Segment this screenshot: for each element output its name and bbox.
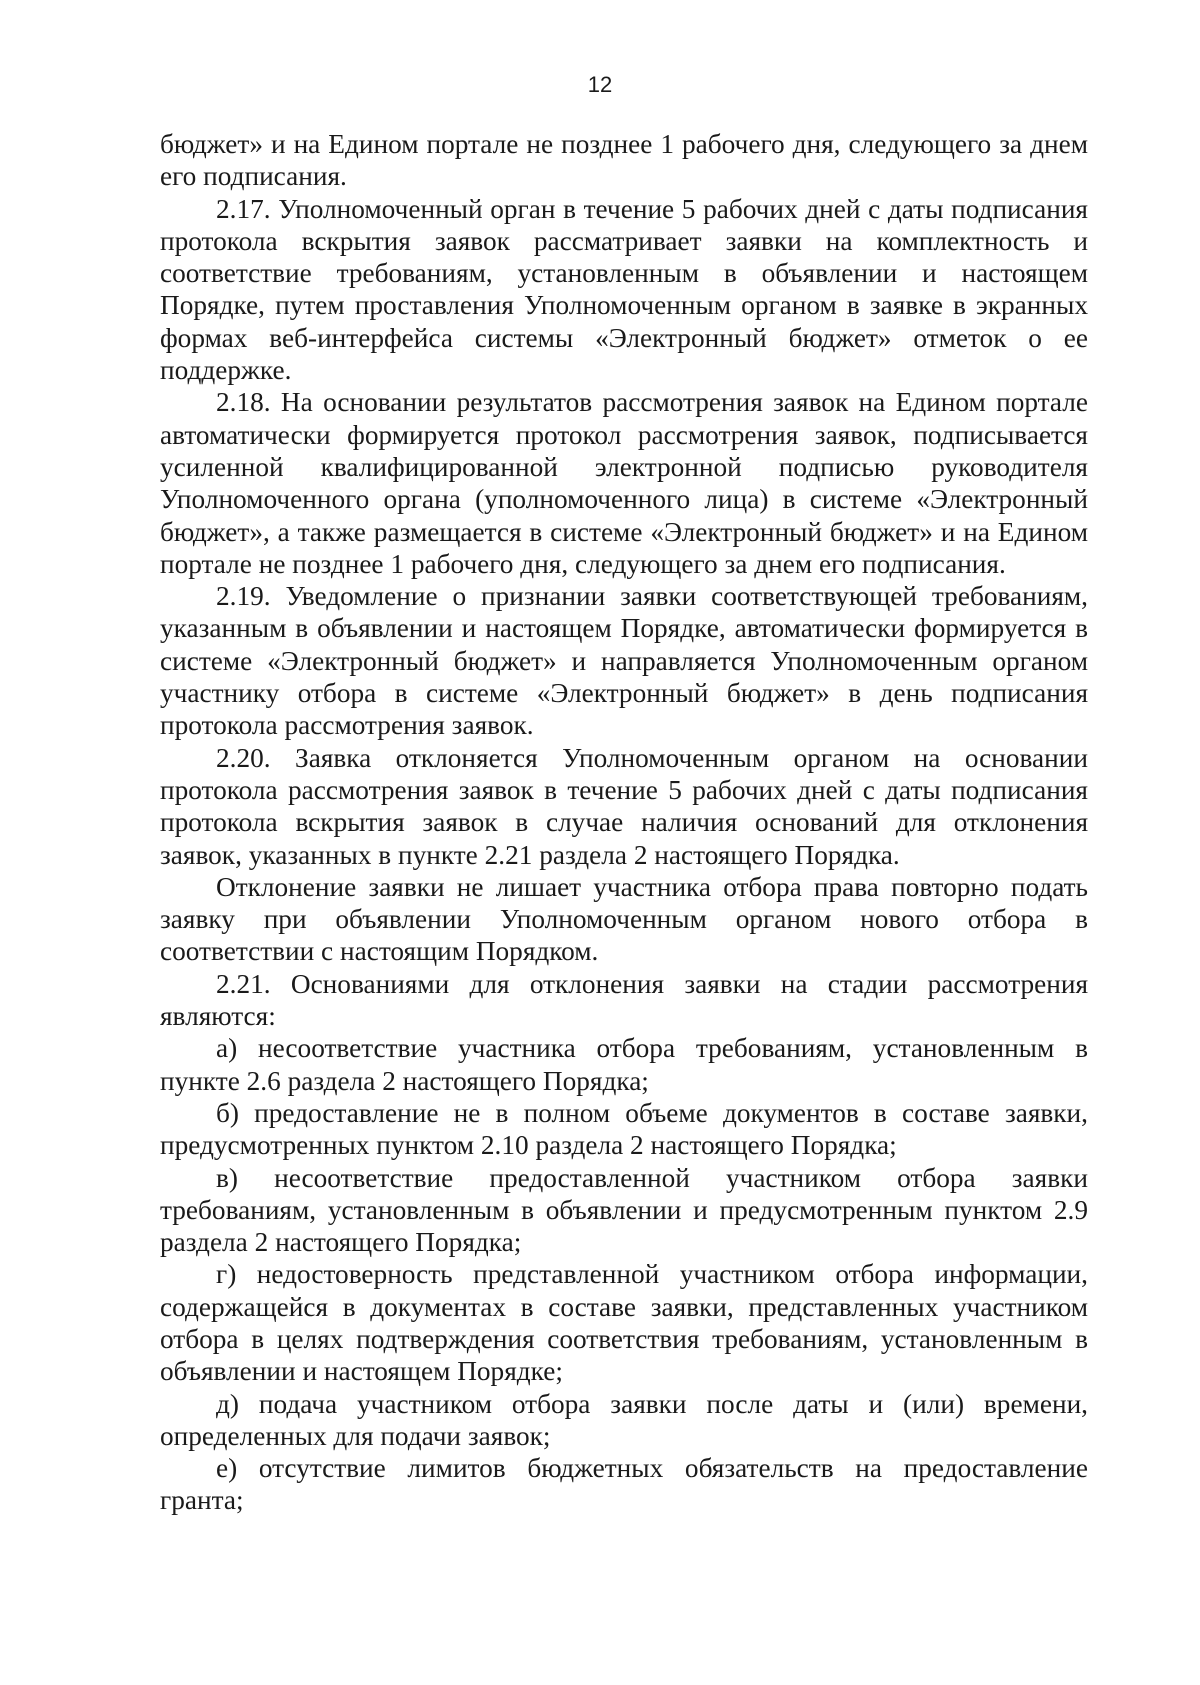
paragraph: в) несоответствие предоставленной участником отбора заявки требованиям, установленным в объявлении и предусмотренным пунктом 2.9 раздела 2 настоящего Порядка; [160, 1162, 1088, 1258]
paragraph: д) подача участником отбора заявки после даты и (или) времени, определенных для подачи заявок; [160, 1388, 1088, 1451]
paragraph: 2.19. Уведомление о признании заявки соответствующей требованиям, указанным в объявлении и настоящем Порядке, автоматически формируется в системе «Электронный бюджет» и направляется Уполномоченным органом участнику отбора в системе «Электронный бюджет» в день подписания протокола рассмотрения заявок. [160, 581, 1088, 741]
paragraph: г) недостоверность представленной участником отбора информации, содержащейся в документах в составе заявки, представленных участником отбора в целях подтверждения соответствия требованиям, установленным в объявлении и настоящем Порядке; [160, 1259, 1088, 1387]
paragraph: б) предоставление не в полном объеме документов в составе заявки, предусмотренных пунктом 2.10 раздела 2 настоящего Порядка; [160, 1097, 1088, 1161]
paragraph: 2.17. Уполномоченный орган в течение 5 рабочих дней с даты подписания протокола вскрытия заявок рассматривает заявки на комплектность и соответствие требованиям, установленным в объявлении и настоящем Порядке, путем проставления Уполномоченным органом в заявке в экранных формах веб-интерфейса системы «Электронный бюджет» отметок о ее поддержке. [160, 193, 1088, 386]
document-body [160, 128, 1088, 1517]
paragraph: бюджет» и на Едином портале не позднее 1 рабочего дня, следующего за днем его подписания. [160, 129, 1088, 192]
paragraph: 2.18. На основании результатов рассмотрения заявок на Едином портале автоматически формируется протокол рассмотрения заявок, подписывается усиленной квалифицированной электронной подписью руководителя Уполномоченного органа (уполномоченного лица) в системе «Электронный бюджет», а также размещается в системе «Электронный бюджет» и на Едином портале не позднее 1 рабочего дня, следующего за днем его подписания. [160, 387, 1088, 579]
paragraph: 2.21. Основаниями для отклонения заявки на стадии рассмотрения являются: [160, 968, 1088, 1032]
paragraph: 2.20. Заявка отклоняется Уполномоченным органом на основании протокола рассмотрения заявок в течение 5 рабочих дней с даты подписания протокола вскрытия заявок в случае наличия оснований для отклонения заявок, указанных в пункте 2.21 раздела 2 настоящего Порядка. [160, 742, 1088, 870]
paragraph: Отклонение заявки не лишает участника отбора права повторно подать заявку при объявлении Уполномоченным органом нового отбора в соответствии с настоящим Порядком. [160, 871, 1088, 967]
paragraph: е) отсутствие лимитов бюджетных обязательств на предоставление гранта; [160, 1453, 1088, 1516]
page-number: 12 [587, 72, 613, 97]
paragraph: а) несоответствие участника отбора требованиям, установленным в пункте 2.6 раздела 2 настоящего Порядка; [160, 1033, 1088, 1096]
